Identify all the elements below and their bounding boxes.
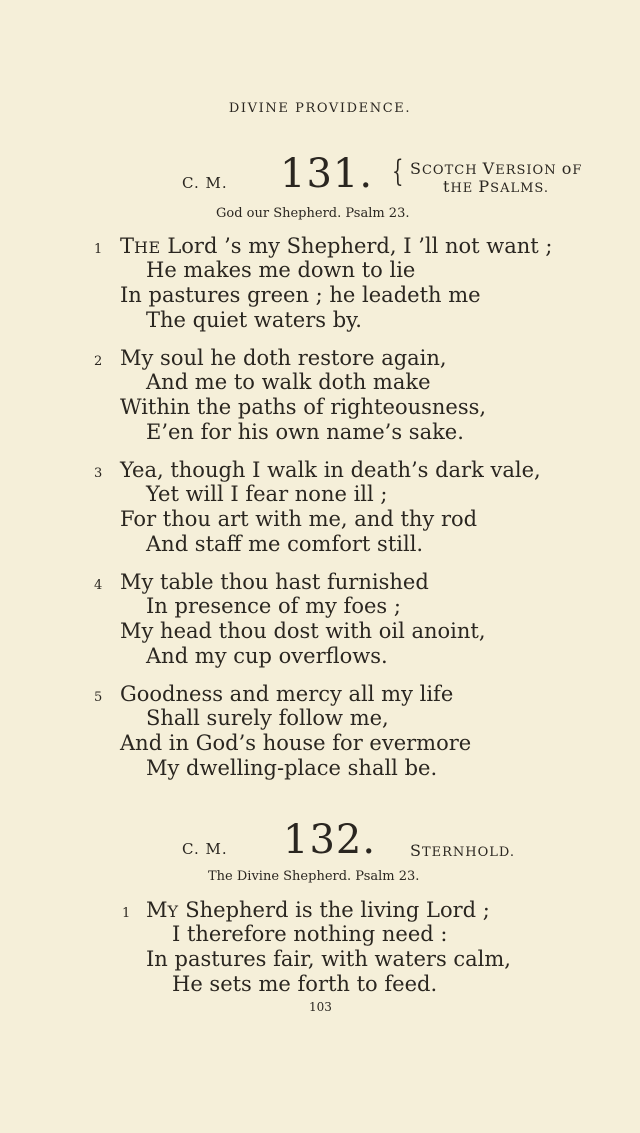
verse-line: Within the paths of righteousness, xyxy=(120,395,487,419)
verse-line: He makes me down to lie xyxy=(146,258,416,282)
verse-line: He sets me forth to feed. xyxy=(172,972,438,996)
verse-line: And in God’s house for evermore xyxy=(120,731,472,755)
verse-line: THE Lord ’s my Shepherd, I ’ll not want ; xyxy=(120,234,553,258)
verse-line: Goodness and mercy all my life xyxy=(120,682,454,706)
hymn-132-meter: C. M. xyxy=(182,840,228,858)
verse-line: My soul he doth restore again, xyxy=(120,346,447,370)
verse-number: 4 xyxy=(94,578,103,593)
hymn-131-tune-line-2: tHE PSALMS. xyxy=(443,177,549,196)
verse-line: And staff me comfort still. xyxy=(146,532,424,556)
hymn-132-subtitle: The Divine Shepherd. Psalm 23. xyxy=(208,869,420,884)
page-number: 103 xyxy=(309,1000,332,1014)
verse-line: And me to walk doth make xyxy=(146,370,431,394)
hymn-131-subtitle: God our Shepherd. Psalm 23. xyxy=(216,206,410,221)
verse-line: In pastures green ; he leadeth me xyxy=(120,283,481,307)
verse-line: Yet will I fear none ill ; xyxy=(146,482,388,506)
verse-number: 1 xyxy=(122,906,131,921)
verse-line: My head thou dost with oil anoint, xyxy=(120,619,486,643)
hymn-131-meter: C. M. xyxy=(182,174,228,192)
verse-line: In pastures fair, with waters calm, xyxy=(146,947,511,971)
verse-line: My dwelling-place shall be. xyxy=(146,756,438,780)
verse-line: MY Shepherd is the living Lord ; xyxy=(146,898,490,922)
hymn-131-tune-line-1: SCOTCH VERSION oF xyxy=(410,159,583,178)
verse-number: 3 xyxy=(94,466,103,481)
verse-line: My table thou hast furnished xyxy=(120,570,429,594)
verse-line: In presence of my foes ; xyxy=(146,594,401,618)
hymn-132-number: 132. xyxy=(283,817,377,863)
hymn-132-tune: STERNHOLD. xyxy=(410,841,516,860)
verse-line: And my cup overflows. xyxy=(146,644,388,668)
running-head: DIVINE PROVIDENCE. xyxy=(228,101,412,116)
verse-line: Yea, though I walk in death’s dark vale, xyxy=(120,458,541,482)
verse-line: For thou art with me, and thy rod xyxy=(120,507,478,531)
verse-number: 1 xyxy=(94,242,103,257)
verse-number: 5 xyxy=(94,690,103,705)
brace-icon: { xyxy=(392,154,404,189)
verse-line: I therefore nothing need : xyxy=(172,922,448,946)
verse-line: Shall surely follow me, xyxy=(146,706,389,730)
hymn-131-number: 131. xyxy=(280,151,374,197)
verse-line: The quiet waters by. xyxy=(146,308,362,332)
verse-number: 2 xyxy=(94,354,103,369)
verse-line: E’en for his own name’s sake. xyxy=(146,420,464,444)
